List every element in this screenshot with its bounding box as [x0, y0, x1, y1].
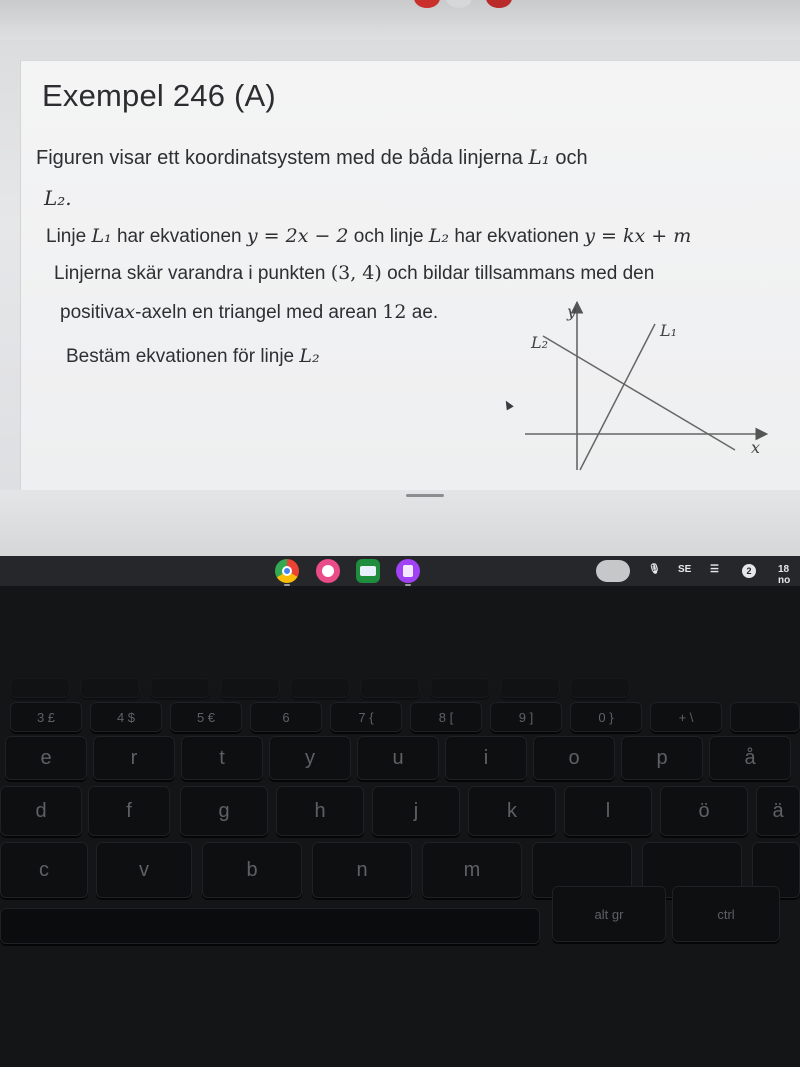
- key-g[interactable]: g: [180, 786, 268, 836]
- coordinate-figure: [515, 290, 775, 475]
- clock[interactable]: 18 no: [778, 564, 791, 586]
- key-7[interactable]: 7 {: [330, 702, 402, 732]
- language-indicator[interactable]: SE: [678, 564, 692, 575]
- line-L1: [580, 324, 655, 470]
- key-o[interactable]: o: [533, 736, 615, 780]
- math-L2: L₂.: [44, 186, 72, 210]
- math-equation-L2: y = kx + m: [584, 225, 692, 247]
- paragraph-text: har ekvationen: [116, 226, 242, 247]
- key-a-ring[interactable]: å: [709, 736, 791, 780]
- paragraph-line-2: [46, 225, 691, 248]
- paragraph-text: Linje: [46, 226, 87, 247]
- mic-icon[interactable]: 🎙: [648, 564, 661, 575]
- key-j[interactable]: j: [372, 786, 460, 836]
- avatar-pill[interactable]: [596, 560, 630, 582]
- paragraph-text: Linjerna skär varandra i punkten: [54, 263, 326, 284]
- question-text: Bestäm ekvationen för linje: [66, 346, 295, 367]
- key-a-umlaut[interactable]: ä: [756, 786, 800, 836]
- key-k[interactable]: k: [468, 786, 556, 836]
- key-function[interactable]: [150, 678, 210, 698]
- key-6[interactable]: 6: [250, 702, 322, 732]
- line-L2: [543, 336, 735, 450]
- paragraph-text: -axeln en triangel med arean: [135, 302, 378, 323]
- key-3[interactable]: 3 £: [10, 702, 82, 732]
- classroom-app-icon[interactable]: [356, 559, 380, 583]
- key-d[interactable]: d: [0, 786, 82, 836]
- page-title: Exempel 246 (A): [42, 78, 276, 113]
- key-r[interactable]: r: [93, 736, 175, 780]
- key-9[interactable]: 9 ]: [490, 702, 562, 732]
- math-L1: L₁: [528, 145, 550, 169]
- key-b[interactable]: b: [202, 842, 302, 898]
- key-4[interactable]: 4 $: [90, 702, 162, 732]
- key-function[interactable]: [430, 678, 490, 698]
- paragraph-text: ae.: [411, 302, 439, 323]
- paragraph-line-3: [54, 262, 654, 285]
- keyboard: [0, 586, 800, 1067]
- key-function[interactable]: [500, 678, 560, 698]
- key-alt-gr[interactable]: alt gr: [552, 886, 666, 942]
- page-bottom-bar: [0, 490, 800, 556]
- chrome-icon[interactable]: [275, 559, 299, 583]
- key-e[interactable]: e: [5, 736, 87, 780]
- key-function[interactable]: [220, 678, 280, 698]
- key-function[interactable]: [290, 678, 350, 698]
- key-function[interactable]: [80, 678, 140, 698]
- key-v[interactable]: v: [96, 842, 192, 898]
- math-L1: L₁: [91, 225, 112, 247]
- key-space[interactable]: [0, 908, 540, 944]
- paragraph-text: och linje: [353, 226, 424, 247]
- key-function[interactable]: [570, 678, 630, 698]
- key-t[interactable]: t: [181, 736, 263, 780]
- key-h[interactable]: h: [276, 786, 364, 836]
- key-function[interactable]: [360, 678, 420, 698]
- x-axis-label: x: [751, 438, 761, 457]
- settings-app-icon[interactable]: [316, 559, 340, 583]
- math-area: 12: [382, 301, 407, 323]
- math-x: x: [124, 301, 136, 323]
- key-c[interactable]: c: [0, 842, 88, 898]
- math-point: (3, 4): [330, 262, 382, 284]
- L1-label: L₁: [660, 321, 678, 340]
- y-axis-label: y: [567, 302, 577, 321]
- ime-icon[interactable]: ☰: [710, 564, 719, 575]
- key-y[interactable]: y: [269, 736, 351, 780]
- math-L2: L₂: [428, 225, 450, 247]
- red-dot-icon: [414, 0, 440, 8]
- key-8[interactable]: 8 [: [410, 702, 482, 732]
- paragraph-text: och bildar tillsammans med den: [387, 263, 655, 284]
- key-plus[interactable]: + \: [650, 702, 722, 732]
- paragraph-text: Figuren visar ett koordinatsystem med de båda linjerna: [36, 147, 523, 169]
- key-function[interactable]: [10, 678, 70, 698]
- key-0[interactable]: 0 }: [570, 702, 642, 732]
- key-l[interactable]: l: [564, 786, 652, 836]
- key-5[interactable]: 5 €: [170, 702, 242, 732]
- L2-label: L₂: [531, 333, 549, 352]
- key-i[interactable]: i: [445, 736, 527, 780]
- files-app-icon[interactable]: [396, 559, 420, 583]
- key-backspace[interactable]: [730, 702, 800, 732]
- key-o-umlaut[interactable]: ö: [660, 786, 748, 836]
- key-ctrl[interactable]: ctrl: [672, 886, 780, 942]
- paragraph-text: har ekvationen: [454, 226, 579, 247]
- math-L2: L₂: [299, 345, 320, 367]
- paragraph-line-1: [36, 145, 588, 170]
- key-n[interactable]: n: [312, 842, 412, 898]
- key-u[interactable]: u: [357, 736, 439, 780]
- red-dot-icon: [486, 0, 512, 8]
- key-p[interactable]: p: [621, 736, 703, 780]
- math-equation-L1: y = 2x − 2: [246, 225, 349, 247]
- browser-top-strip: [0, 0, 800, 40]
- paragraph-line-4: [60, 301, 438, 324]
- notification-icon[interactable]: 2: [742, 564, 756, 578]
- key-f[interactable]: f: [88, 786, 170, 836]
- scroll-handle[interactable]: [406, 494, 444, 497]
- paragraph-text: positiva: [60, 302, 125, 323]
- paragraph-text: och: [555, 147, 588, 169]
- gray-dot-icon: [446, 0, 472, 8]
- question-line: [66, 345, 320, 368]
- key-m[interactable]: m: [422, 842, 522, 898]
